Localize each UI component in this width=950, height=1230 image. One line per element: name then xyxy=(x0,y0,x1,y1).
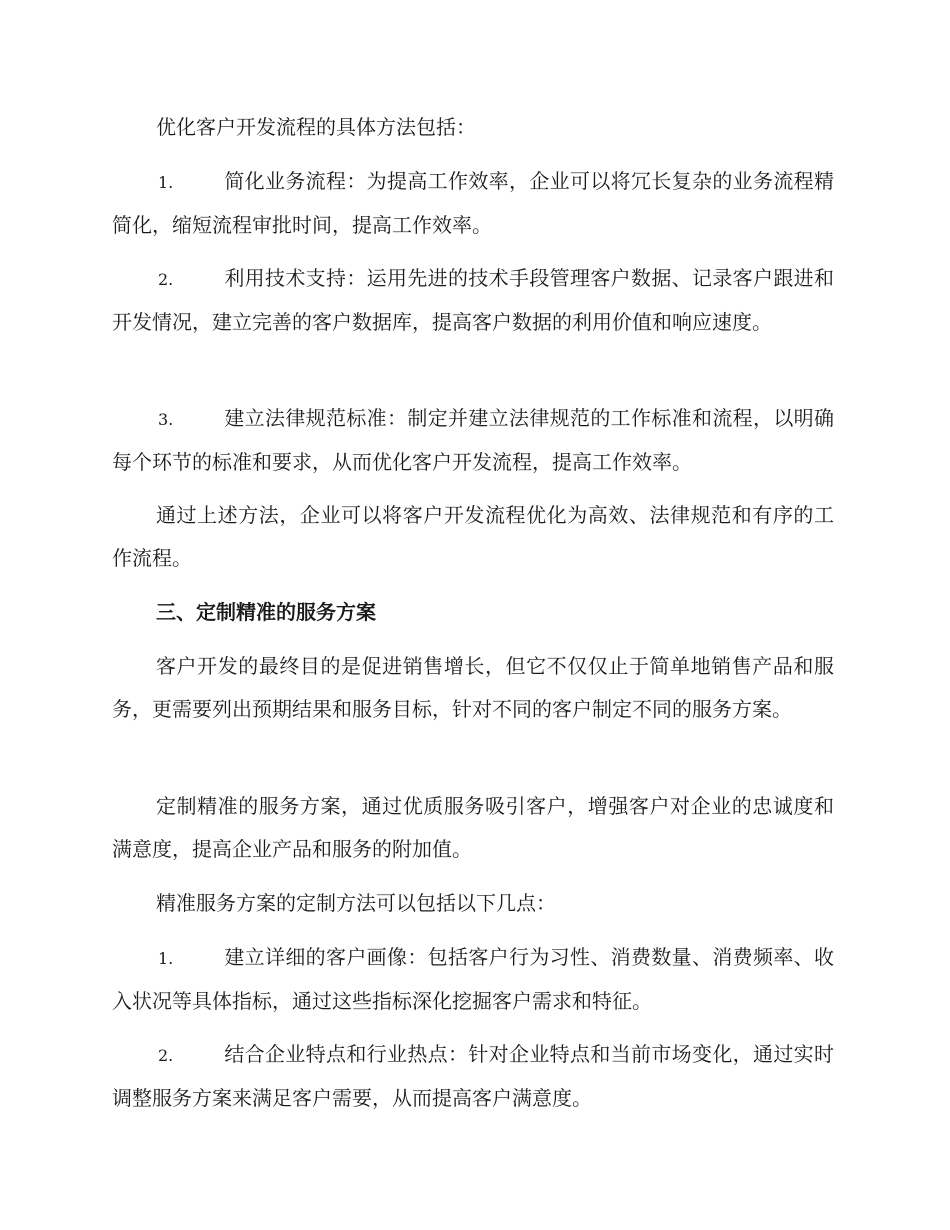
list-item-text: 简化业务流程：为提高工作效率，企业可以将冗长复杂的业务流程精简化，缩短流程审批时间，提高工作效率。 xyxy=(112,169,834,237)
paragraph-custom-service: 定制精准的服务方案，通过优质服务吸引客户，增强客户对企业的忠诚度和满意度，提高企业产品和服务的附加值。 xyxy=(112,794,834,861)
section-heading: 三、定制精准的服务方案 xyxy=(156,600,376,624)
paragraph-summary: 通过上述方法，企业可以将客户开发流程优化为高效、法律规范和有序的工作流程。 xyxy=(112,503,834,570)
paragraph-methods-intro: 精准服务方案的定制方法可以包括以下几点： xyxy=(156,891,556,915)
list-number: 2. xyxy=(158,1046,174,1065)
list-item-text: 利用技术支持：运用先进的技术手段管理客户数据、记录客户跟进和开发情况，建立完善的客户数据库，提高客户数据的利用价值和响应速度。 xyxy=(112,266,834,334)
list-item-text: 结合企业特点和行业热点：针对企业特点和当前市场变化，通过实时调整服务方案来满足客户需要，从而提高客户满意度。 xyxy=(112,1042,834,1110)
list-item xyxy=(112,397,834,484)
list-item-text: 建立详细的客户画像：包括客户行为习性、消费数量、消费频率、收入状况等具体指标，通过这些指标深化挖掘客户需求和特征。 xyxy=(112,945,834,1013)
paragraph-intro: 优化客户开发流程的具体方法包括： xyxy=(156,115,476,139)
list-item xyxy=(112,160,834,247)
list-item xyxy=(112,936,834,1023)
list-number: 3. xyxy=(158,410,174,429)
list-item-text: 建立法律规范标准：制定并建立法律规范的工作标准和流程，以明确每个环节的标准和要求，从而优化客户开发流程，提高工作效率。 xyxy=(112,406,834,474)
list-item xyxy=(112,257,834,344)
paragraph-goal: 客户开发的最终目的是促进销售增长，但它不仅仅止于简单地销售产品和服务，更需要列出预期结果和服务目标，针对不同的客户制定不同的服务方案。 xyxy=(112,654,834,721)
list-number: 1. xyxy=(158,173,174,192)
list-number: 2. xyxy=(158,270,174,289)
list-item xyxy=(112,1033,834,1120)
list-number: 1. xyxy=(158,949,174,968)
